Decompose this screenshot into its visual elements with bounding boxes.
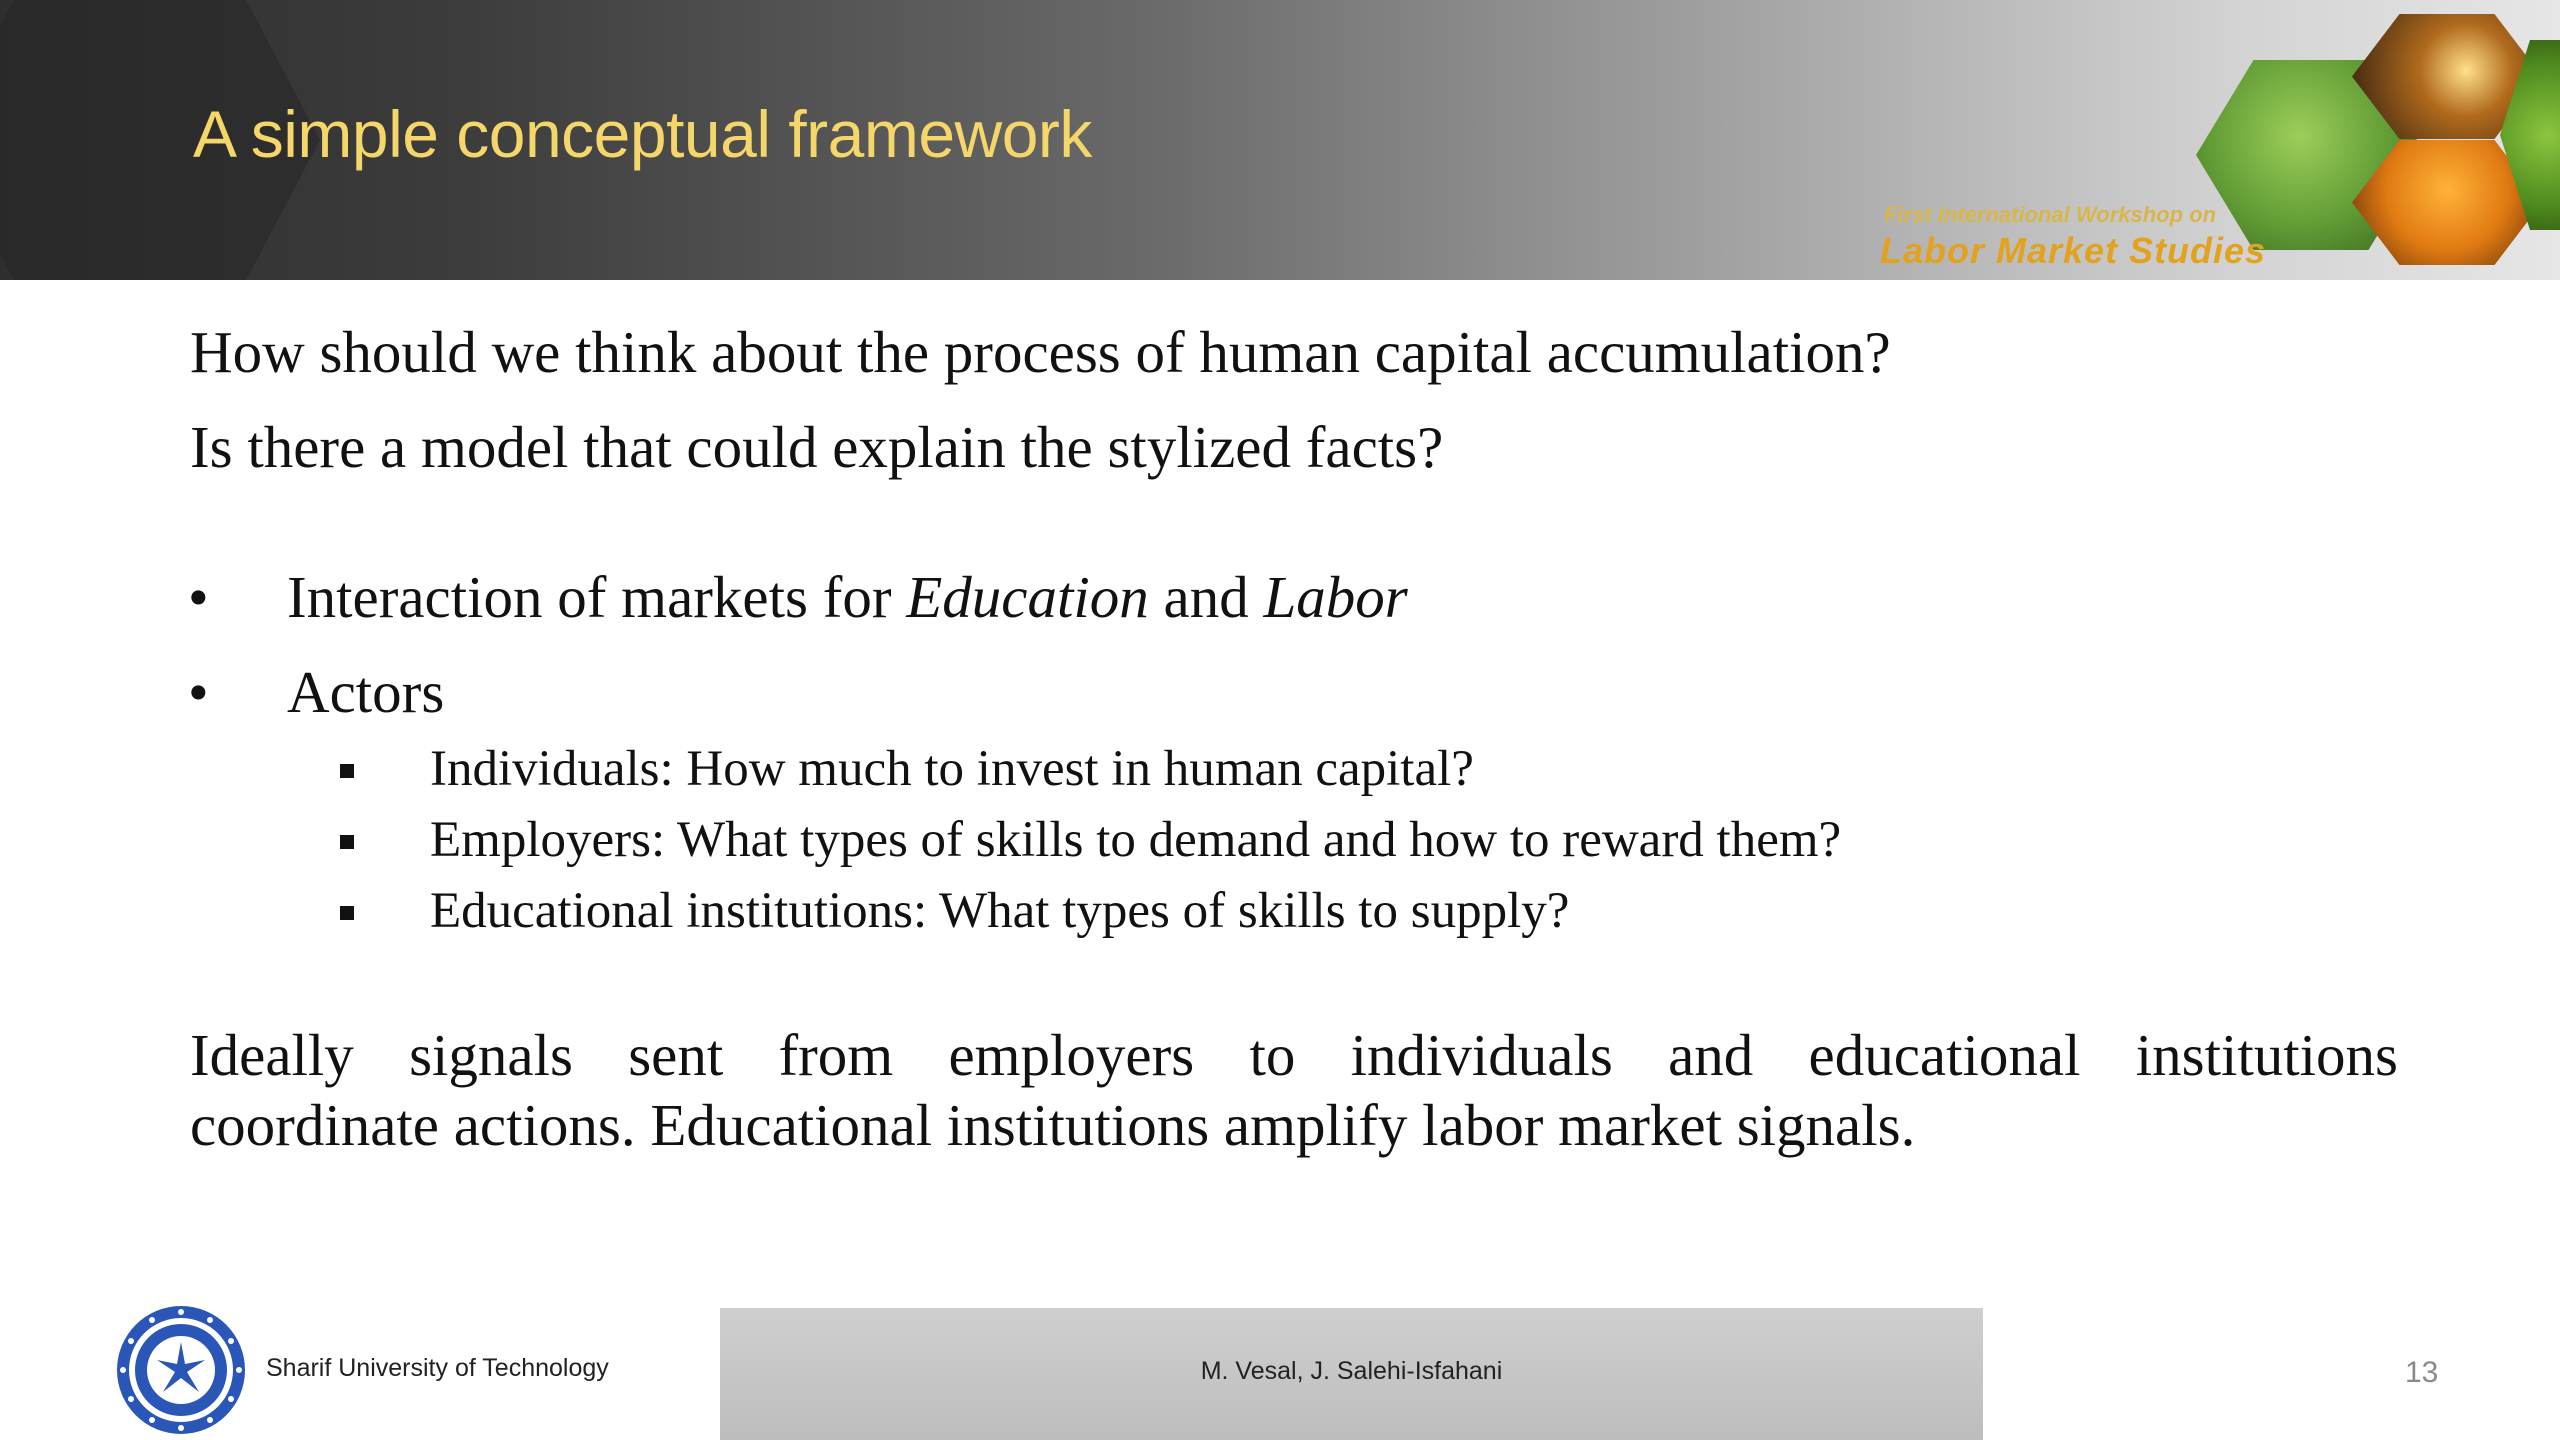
sub-bullet-individuals: Individuals: How much to invest in human capital? — [430, 741, 1474, 797]
bullet-dot-1: • — [188, 564, 209, 630]
bullet-item-markets-prefix: Interaction of markets for — [287, 564, 907, 630]
bullet-item-markets-education: Education — [906, 564, 1149, 630]
university-name: Sharif University of Technology — [266, 1354, 609, 1382]
bullet-item-markets-and: and — [1148, 564, 1264, 630]
conclusion-paragraph — [190, 1020, 2398, 1160]
footer-authors: M. Vesal, J. Salehi-Isfahani — [1200, 1357, 1503, 1385]
sub-bullet-square-2 — [340, 835, 354, 849]
bullet-item-markets-labor: Labor — [1263, 564, 1408, 630]
sub-bullet-square-1 — [340, 764, 354, 778]
sharif-university-logo-icon — [113, 1302, 249, 1438]
question-2: Is there a model that could explain the stylized facts? — [190, 414, 1444, 480]
bullet-item-markets — [287, 563, 1408, 632]
sub-bullet-employers: Employers: What types of skills to demand and how to reward them? — [430, 812, 1842, 868]
slide-title: A simple conceptual framework — [193, 97, 1092, 171]
conclusion-line-1: Ideally signals sent from employers to individuals and educational institutions — [190, 1022, 2398, 1088]
workshop-logo-text-line1: First International Workshop on — [1884, 202, 2217, 227]
bullet-dot-2: • — [188, 659, 209, 725]
bullet-item-actors: Actors — [287, 659, 445, 725]
sub-bullet-educational-institutions: Educational institutions: What types of skills to supply? — [430, 883, 1570, 939]
conclusion-line-2: coordinate actions. Educational institutions amplify labor market signals. — [190, 1092, 1916, 1158]
header-banner — [0, 0, 2560, 280]
page-number: 13 — [2405, 1356, 2439, 1389]
sub-bullet-square-3 — [340, 906, 354, 920]
question-1: How should we think about the process of human capital accumulation? — [190, 319, 1891, 385]
workshop-logo-text-line2: Labor Market Studies — [1880, 230, 2267, 271]
